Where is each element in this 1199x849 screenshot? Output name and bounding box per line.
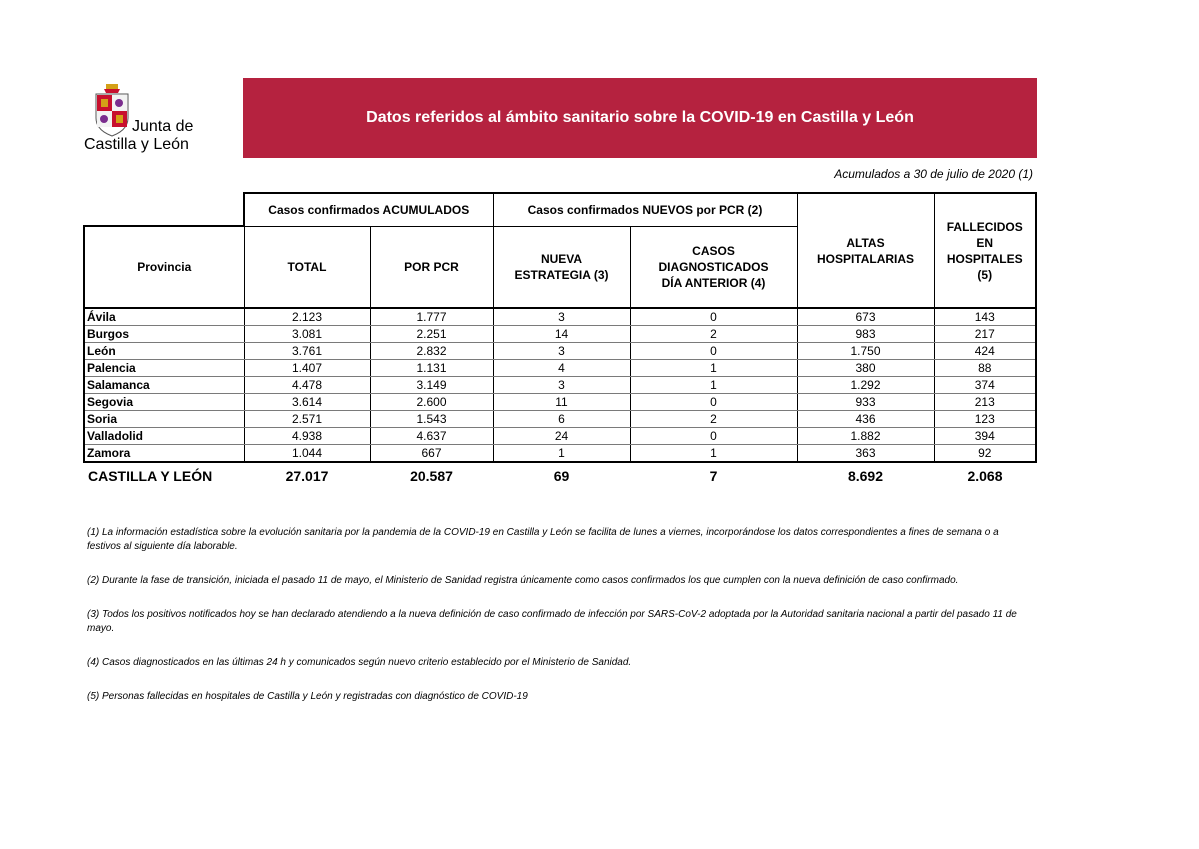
table-cell: 2.571: [244, 411, 370, 428]
table-cell: 2.832: [370, 343, 493, 360]
table-cell: 4.478: [244, 377, 370, 394]
table-body: [84, 308, 1036, 462]
table-cell: 983: [797, 326, 934, 343]
table-cell: 394: [934, 428, 1036, 445]
table-cell: 0: [630, 394, 797, 411]
table-cell: 1.292: [797, 377, 934, 394]
footnotes: [87, 526, 1027, 724]
logo-line-2: Castilla y León: [84, 136, 189, 153]
total-row: [84, 462, 1036, 489]
province-name: Salamanca: [84, 377, 244, 394]
table-cell: 1.407: [244, 360, 370, 377]
table-cell: 3: [493, 377, 630, 394]
table-cell: 3.149: [370, 377, 493, 394]
covid-data-table: [83, 192, 1037, 489]
header-fallecidos: FALLECIDOS EN HOSPITALES (5): [934, 193, 1036, 308]
table-cell: 88: [934, 360, 1036, 377]
table-cell: 3.614: [244, 394, 370, 411]
table-cell: 1: [630, 445, 797, 463]
table-cell: 24: [493, 428, 630, 445]
table-cell: 1: [630, 360, 797, 377]
table-cell: 0: [630, 343, 797, 360]
table-cell: 436: [797, 411, 934, 428]
table-cell: 3.761: [244, 343, 370, 360]
page-title: Datos referidos al ámbito sanitario sobre la COVID-19 en Castilla y León: [366, 109, 914, 126]
table-cell: 143: [934, 308, 1036, 326]
province-name: Ávila: [84, 308, 244, 326]
table-cell: 2: [630, 411, 797, 428]
title-banner: [243, 78, 1037, 158]
table-cell: 1.044: [244, 445, 370, 463]
header-por-pcr: POR PCR: [370, 226, 493, 308]
province-name: Palencia: [84, 360, 244, 377]
table-row: [84, 308, 1036, 326]
table-cell: 4.637: [370, 428, 493, 445]
table-cell: 1.750: [797, 343, 934, 360]
table-cell: 4: [493, 360, 630, 377]
table-row: [84, 445, 1036, 463]
total-cell: CASTILLA Y LEÓN: [84, 462, 244, 489]
table-cell: 424: [934, 343, 1036, 360]
table-cell: 0: [630, 308, 797, 326]
table-row: [84, 377, 1036, 394]
table-cell: 1: [493, 445, 630, 463]
table-cell: 4.938: [244, 428, 370, 445]
table-cell: 667: [370, 445, 493, 463]
footnote-4: (4) Casos diagnosticados en las últimas 24 h y comunicados según nuevo criterio establecido por el Ministerio de Sanidad.: [87, 657, 632, 668]
province-name: Zamora: [84, 445, 244, 463]
footnote-3: (3) Todos los positivos notificados hoy se han declarado atendiendo a la nueva definición de caso confirmado de infección por SARS-CoV-2 adoptada por la Autoridad sanitaria nacional a partir del pasado 11 de mayo.: [87, 609, 1017, 634]
table-cell: 933: [797, 394, 934, 411]
date-subtitle: Acumulados a 30 de julio de 2020 (1): [834, 167, 1033, 181]
table-cell: 3: [493, 308, 630, 326]
group-header-acumulados: Casos confirmados ACUMULADOS: [244, 193, 493, 226]
table-cell: 11: [493, 394, 630, 411]
table-cell: 217: [934, 326, 1036, 343]
province-name: Soria: [84, 411, 244, 428]
header-total: TOTAL: [244, 226, 370, 308]
province-name: Burgos: [84, 326, 244, 343]
province-name: Valladolid: [84, 428, 244, 445]
table-cell: 2.251: [370, 326, 493, 343]
header-nueva-estrategia: NUEVA ESTRATEGIA (3): [493, 226, 630, 308]
table-row: [84, 360, 1036, 377]
total-cell: 7: [630, 462, 797, 489]
junta-logo: [84, 84, 214, 154]
header-casos-diagnosticados: CASOS DIAGNOSTICADOS DÍA ANTERIOR (4): [630, 226, 797, 308]
table-cell: 1.543: [370, 411, 493, 428]
header-provincia: Provincia: [84, 226, 244, 308]
blank-corner: [84, 193, 244, 226]
table-cell: 2.123: [244, 308, 370, 326]
total-cell: 2.068: [934, 462, 1036, 489]
table-cell: 673: [797, 308, 934, 326]
province-name: Segovia: [84, 394, 244, 411]
table-cell: 1.131: [370, 360, 493, 377]
table-cell: 2: [630, 326, 797, 343]
footnote-1: (1) La información estadística sobre la evolución sanitaria por la pandemia de la COVID-19 en Castilla y León se facilita de lunes a viernes, incorporándose los datos correspondientes a fines de semana o a festivos al siguiente día laborable.: [87, 527, 999, 552]
table-cell: 1.777: [370, 308, 493, 326]
total-cell: 20.587: [370, 462, 493, 489]
table-row: [84, 326, 1036, 343]
footnote-2: (2) Durante la fase de transición, iniciada el pasado 11 de mayo, el Ministerio de Sanidad registra únicamente como casos confirmados los que cumplen con la nueva definición de caso confirmado.: [87, 575, 959, 586]
logo-line-1: Junta de: [132, 118, 194, 135]
total-cell: 69: [493, 462, 630, 489]
table-cell: 380: [797, 360, 934, 377]
table-row: [84, 428, 1036, 445]
table-cell: 92: [934, 445, 1036, 463]
table-cell: 374: [934, 377, 1036, 394]
table-cell: 14: [493, 326, 630, 343]
table-row: [84, 394, 1036, 411]
table-cell: 213: [934, 394, 1036, 411]
footnote-5: (5) Personas fallecidas en hospitales de Castilla y León y registradas con diagnóstico de COVID-19: [87, 691, 528, 702]
table-cell: 1: [630, 377, 797, 394]
table-row: [84, 411, 1036, 428]
table-cell: 363: [797, 445, 934, 463]
group-header-nuevos: Casos confirmados NUEVOS por PCR (2): [493, 193, 797, 226]
table-cell: 3: [493, 343, 630, 360]
header-altas: ALTAS HOSPITALARIAS: [797, 193, 934, 308]
table-cell: 6: [493, 411, 630, 428]
table-row: [84, 343, 1036, 360]
total-cell: 8.692: [797, 462, 934, 489]
table-cell: 123: [934, 411, 1036, 428]
coat-of-arms-icon: [92, 84, 132, 138]
table-cell: 3.081: [244, 326, 370, 343]
total-cell: 27.017: [244, 462, 370, 489]
table-cell: 1.882: [797, 428, 934, 445]
table-cell: 0: [630, 428, 797, 445]
table-cell: 2.600: [370, 394, 493, 411]
province-name: León: [84, 343, 244, 360]
